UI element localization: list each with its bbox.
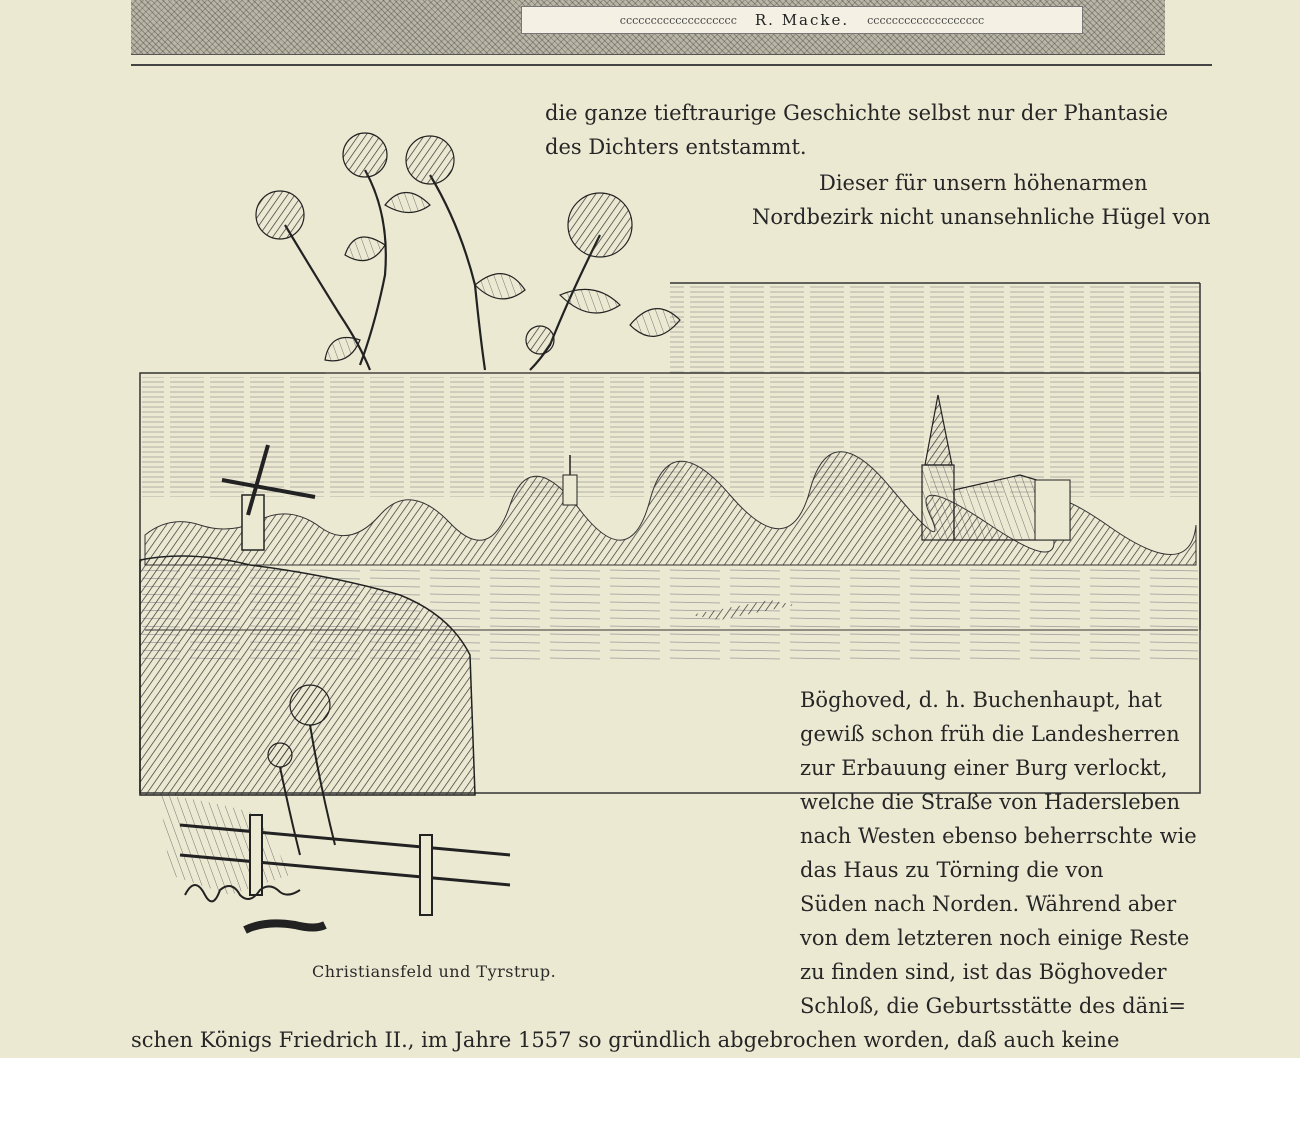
text-line-para-1: Dieser für unsern höhenarmen	[819, 171, 1148, 195]
sunflower-icon	[256, 133, 680, 375]
right-col-line-8: von dem letzteren noch einige Reste	[800, 926, 1190, 950]
header-author-label	[521, 6, 1083, 34]
right-col-line-7: Süden nach Norden. Während aber	[800, 892, 1177, 916]
text-line-top-2: des Dichters entstammt.	[545, 135, 807, 159]
right-col-line-10: Schloß, die Geburtsstätte des däni=	[800, 994, 1186, 1018]
illustration-caption: Christiansfeld und Tyrstrup.	[312, 962, 557, 981]
right-col-line-6: das Haus zu Törning die von	[800, 858, 1104, 882]
right-col-line-5: nach Westen ebenso beherrschte wie	[800, 824, 1197, 848]
header-ornament-left: ccccccccccccccccccc	[619, 13, 737, 27]
right-col-line-3: zur Erbauung einer Burg verlockt,	[800, 756, 1168, 780]
header-ornament-right: ccccccccccccccccccc	[867, 13, 985, 27]
text-line-para-2: Nordbezirk nicht unansehnliche Hügel von	[752, 205, 1211, 229]
text-line-top-1: die ganze tieftraurige Geschichte selbst nur der Phantasie	[545, 101, 1169, 125]
right-col-line-4: welche die Straße von Hadersleben	[800, 790, 1181, 814]
right-col-line-2: gewiß schon früh die Landesherren	[800, 722, 1180, 746]
right-col-line-1: Böghoved, d. h. Buchenhaupt, hat	[800, 688, 1162, 712]
header-rule	[131, 64, 1212, 66]
header-author: R. Macke.	[754, 11, 850, 29]
text-line-bottom: schen Königs Friedrich II., im Jahre 1557 so gründlich abgebrochen worden, daß auch keine	[131, 1028, 1120, 1052]
decorative-header-band	[131, 0, 1165, 55]
right-col-line-9: zu finden sind, ist das Böghoveder	[800, 960, 1167, 984]
